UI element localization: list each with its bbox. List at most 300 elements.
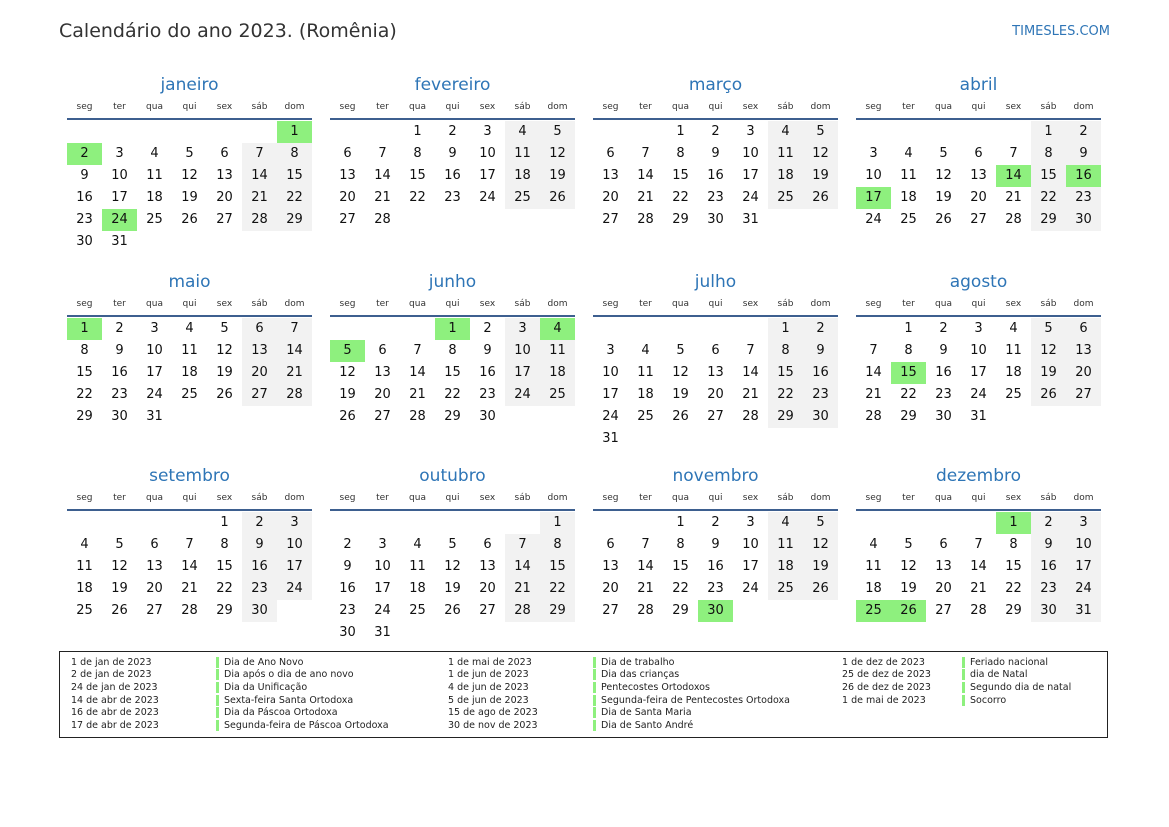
day-cell[interactable]: 3 [378, 537, 387, 552]
day-cell[interactable]: 20 [602, 190, 619, 205]
day-cell[interactable]: 16 [479, 365, 496, 380]
day-cell[interactable]: 10 [865, 168, 882, 183]
day-cell[interactable]: 17 [479, 168, 496, 183]
day-cell[interactable]: 4 [869, 537, 878, 552]
day-cell[interactable]: 7 [641, 146, 650, 161]
day-cell[interactable]: 9 [939, 343, 948, 358]
day-cell[interactable]: 5 [676, 343, 685, 358]
day-cell[interactable]: 10 [374, 559, 391, 574]
day-cell[interactable]: 30 [111, 409, 128, 424]
day-cell[interactable]: 31 [111, 234, 128, 249]
day-cell[interactable]: 13 [602, 168, 619, 183]
day-cell[interactable]: 19 [935, 190, 952, 205]
day-cell[interactable]: 24 [742, 581, 759, 596]
day-cell[interactable]: 24 [505, 384, 540, 406]
day-cell[interactable]: 14 [181, 559, 198, 574]
day-cell[interactable]: 25 [768, 578, 803, 600]
day-cell[interactable]: 7 [869, 343, 878, 358]
day-cell[interactable]: 9 [242, 534, 277, 556]
day-cell[interactable]: 11 [1005, 343, 1022, 358]
day-cell[interactable]: 2 [711, 124, 720, 139]
day-cell[interactable]: 30 [339, 625, 356, 640]
day-cell[interactable]: 3 [483, 124, 492, 139]
day-cell[interactable]: 11 [76, 559, 93, 574]
day-cell[interactable]: 25 [409, 603, 426, 618]
day-cell[interactable]: 23 [803, 384, 838, 406]
day-cell[interactable]: 9 [803, 340, 838, 362]
day-cell[interactable]: 27 [602, 603, 619, 618]
day-cell[interactable]: 21 [970, 581, 987, 596]
day-cell[interactable]: 6 [711, 343, 720, 358]
day-cell[interactable]: 20 [242, 362, 277, 384]
day-cell[interactable]: 6 [606, 537, 615, 552]
day-cell[interactable]: 26 [111, 603, 128, 618]
day-cell[interactable]: 24 [479, 190, 496, 205]
day-cell[interactable]: 6 [974, 146, 983, 161]
holiday-day-cell[interactable]: 14 [996, 165, 1031, 187]
day-cell[interactable]: 21 [374, 190, 391, 205]
day-cell[interactable]: 31 [970, 409, 987, 424]
day-cell[interactable]: 24 [146, 387, 163, 402]
day-cell[interactable]: 4 [1009, 321, 1018, 336]
day-cell[interactable]: 21 [181, 581, 198, 596]
day-cell[interactable]: 12 [540, 143, 575, 165]
day-cell[interactable]: 4 [768, 512, 803, 534]
day-cell[interactable]: 10 [505, 340, 540, 362]
day-cell[interactable]: 26 [672, 409, 689, 424]
day-cell[interactable]: 14 [374, 168, 391, 183]
day-cell[interactable]: 1 [220, 515, 229, 530]
day-cell[interactable]: 11 [768, 534, 803, 556]
day-cell[interactable]: 2 [711, 515, 720, 530]
day-cell[interactable]: 22 [672, 190, 689, 205]
day-cell[interactable]: 28 [374, 212, 391, 227]
day-cell[interactable]: 21 [277, 362, 312, 384]
day-cell[interactable]: 5 [448, 537, 457, 552]
day-cell[interactable]: 29 [76, 409, 93, 424]
day-cell[interactable]: 5 [803, 121, 838, 143]
day-cell[interactable]: 9 [711, 537, 720, 552]
day-cell[interactable]: 10 [479, 146, 496, 161]
day-cell[interactable]: 12 [935, 168, 952, 183]
day-cell[interactable]: 15 [768, 362, 803, 384]
day-cell[interactable]: 21 [865, 387, 882, 402]
day-cell[interactable]: 7 [185, 537, 194, 552]
day-cell[interactable]: 2 [1031, 512, 1066, 534]
day-cell[interactable]: 11 [505, 143, 540, 165]
day-cell[interactable]: 14 [277, 340, 312, 362]
day-cell[interactable]: 30 [76, 234, 93, 249]
day-cell[interactable]: 30 [479, 409, 496, 424]
day-cell[interactable]: 25 [146, 212, 163, 227]
day-cell[interactable]: 4 [768, 121, 803, 143]
day-cell[interactable]: 7 [974, 537, 983, 552]
day-cell[interactable]: 27 [970, 212, 987, 227]
day-cell[interactable]: 24 [742, 190, 759, 205]
day-cell[interactable]: 3 [746, 515, 755, 530]
holiday-day-cell[interactable]: 2 [67, 143, 102, 165]
day-cell[interactable]: 26 [540, 187, 575, 209]
day-cell[interactable]: 19 [444, 581, 461, 596]
day-cell[interactable]: 23 [76, 212, 93, 227]
day-cell[interactable]: 28 [409, 409, 426, 424]
day-cell[interactable]: 15 [76, 365, 93, 380]
day-cell[interactable]: 2 [448, 124, 457, 139]
day-cell[interactable]: 16 [1031, 556, 1066, 578]
day-cell[interactable]: 12 [803, 534, 838, 556]
day-cell[interactable]: 8 [540, 534, 575, 556]
day-cell[interactable]: 28 [277, 384, 312, 406]
day-cell[interactable]: 17 [146, 365, 163, 380]
site-logo[interactable]: TIMESLES.COM [1012, 24, 1110, 39]
day-cell[interactable]: 15 [672, 559, 689, 574]
day-cell[interactable]: 12 [444, 559, 461, 574]
day-cell[interactable]: 10 [277, 534, 312, 556]
day-cell[interactable]: 14 [637, 168, 654, 183]
day-cell[interactable]: 20 [970, 190, 987, 205]
day-cell[interactable]: 9 [448, 146, 457, 161]
day-cell[interactable]: 3 [1066, 512, 1101, 534]
day-cell[interactable]: 2 [939, 321, 948, 336]
day-cell[interactable]: 10 [742, 146, 759, 161]
day-cell[interactable]: 31 [146, 409, 163, 424]
day-cell[interactable]: 23 [479, 387, 496, 402]
day-cell[interactable]: 21 [242, 187, 277, 209]
day-cell[interactable]: 31 [602, 431, 619, 446]
day-cell[interactable]: 26 [339, 409, 356, 424]
day-cell[interactable]: 10 [111, 168, 128, 183]
day-cell[interactable]: 5 [904, 537, 913, 552]
day-cell[interactable]: 23 [339, 603, 356, 618]
day-cell[interactable]: 18 [637, 387, 654, 402]
day-cell[interactable]: 24 [374, 603, 391, 618]
day-cell[interactable]: 26 [181, 212, 198, 227]
day-cell[interactable]: 29 [672, 603, 689, 618]
day-cell[interactable]: 15 [672, 168, 689, 183]
day-cell[interactable]: 24 [277, 578, 312, 600]
day-cell[interactable]: 28 [970, 603, 987, 618]
day-cell[interactable]: 28 [242, 209, 277, 231]
day-cell[interactable]: 19 [803, 165, 838, 187]
day-cell[interactable]: 29 [277, 209, 312, 231]
day-cell[interactable]: 22 [1005, 581, 1022, 596]
day-cell[interactable]: 12 [216, 343, 233, 358]
day-cell[interactable]: 19 [216, 365, 233, 380]
day-cell[interactable]: 23 [707, 581, 724, 596]
day-cell[interactable]: 17 [970, 365, 987, 380]
day-cell[interactable]: 27 [602, 212, 619, 227]
day-cell[interactable]: 11 [409, 559, 426, 574]
day-cell[interactable]: 11 [181, 343, 198, 358]
day-cell[interactable]: 22 [409, 190, 426, 205]
day-cell[interactable]: 12 [339, 365, 356, 380]
day-cell[interactable]: 4 [641, 343, 650, 358]
day-cell[interactable]: 31 [374, 625, 391, 640]
day-cell[interactable]: 13 [216, 168, 233, 183]
day-cell[interactable]: 16 [76, 190, 93, 205]
day-cell[interactable]: 1 [413, 124, 422, 139]
holiday-day-cell[interactable]: 30 [698, 600, 733, 622]
day-cell[interactable]: 23 [1031, 578, 1066, 600]
day-cell[interactable]: 5 [185, 146, 194, 161]
day-cell[interactable]: 22 [768, 384, 803, 406]
day-cell[interactable]: 28 [1005, 212, 1022, 227]
day-cell[interactable]: 12 [1031, 340, 1066, 362]
day-cell[interactable]: 12 [672, 365, 689, 380]
day-cell[interactable]: 23 [1066, 187, 1101, 209]
day-cell[interactable]: 11 [637, 365, 654, 380]
day-cell[interactable]: 22 [900, 387, 917, 402]
day-cell[interactable]: 29 [768, 406, 803, 428]
day-cell[interactable]: 29 [672, 212, 689, 227]
day-cell[interactable]: 11 [865, 559, 882, 574]
day-cell[interactable]: 20 [602, 581, 619, 596]
day-cell[interactable]: 20 [707, 387, 724, 402]
day-cell[interactable]: 14 [409, 365, 426, 380]
day-cell[interactable]: 27 [707, 409, 724, 424]
day-cell[interactable]: 12 [803, 143, 838, 165]
day-cell[interactable]: 18 [505, 165, 540, 187]
day-cell[interactable]: 8 [1031, 143, 1066, 165]
day-cell[interactable]: 19 [339, 387, 356, 402]
day-cell[interactable]: 16 [707, 559, 724, 574]
day-cell[interactable]: 27 [479, 603, 496, 618]
day-cell[interactable]: 7 [505, 534, 540, 556]
day-cell[interactable]: 3 [505, 318, 540, 340]
day-cell[interactable]: 27 [339, 212, 356, 227]
day-cell[interactable]: 18 [900, 190, 917, 205]
day-cell[interactable]: 13 [1066, 340, 1101, 362]
day-cell[interactable]: 29 [444, 409, 461, 424]
day-cell[interactable]: 19 [1031, 362, 1066, 384]
day-cell[interactable]: 11 [146, 168, 163, 183]
day-cell[interactable]: 30 [803, 406, 838, 428]
day-cell[interactable]: 29 [1005, 603, 1022, 618]
day-cell[interactable]: 26 [444, 603, 461, 618]
day-cell[interactable]: 26 [216, 387, 233, 402]
day-cell[interactable]: 15 [277, 165, 312, 187]
day-cell[interactable]: 6 [939, 537, 948, 552]
day-cell[interactable]: 23 [242, 578, 277, 600]
day-cell[interactable]: 31 [742, 212, 759, 227]
day-cell[interactable]: 29 [1031, 209, 1066, 231]
day-cell[interactable]: 30 [1066, 209, 1101, 231]
day-cell[interactable]: 9 [711, 146, 720, 161]
day-cell[interactable]: 13 [602, 559, 619, 574]
day-cell[interactable]: 15 [1031, 165, 1066, 187]
day-cell[interactable]: 19 [111, 581, 128, 596]
day-cell[interactable]: 22 [540, 578, 575, 600]
day-cell[interactable]: 18 [76, 581, 93, 596]
day-cell[interactable]: 2 [343, 537, 352, 552]
day-cell[interactable]: 14 [242, 165, 277, 187]
day-cell[interactable]: 8 [413, 146, 422, 161]
day-cell[interactable]: 24 [1066, 578, 1101, 600]
day-cell[interactable]: 9 [115, 343, 124, 358]
day-cell[interactable]: 10 [742, 537, 759, 552]
day-cell[interactable]: 22 [76, 387, 93, 402]
day-cell[interactable]: 20 [479, 581, 496, 596]
day-cell[interactable]: 5 [540, 121, 575, 143]
day-cell[interactable]: 23 [707, 190, 724, 205]
day-cell[interactable]: 8 [768, 340, 803, 362]
day-cell[interactable]: 25 [540, 384, 575, 406]
day-cell[interactable]: 20 [146, 581, 163, 596]
day-cell[interactable]: 18 [540, 362, 575, 384]
day-cell[interactable]: 24 [865, 212, 882, 227]
day-cell[interactable]: 27 [1066, 384, 1101, 406]
day-cell[interactable]: 3 [746, 124, 755, 139]
day-cell[interactable]: 30 [707, 212, 724, 227]
day-cell[interactable]: 28 [865, 409, 882, 424]
day-cell[interactable]: 8 [220, 537, 229, 552]
day-cell[interactable]: 2 [115, 321, 124, 336]
day-cell[interactable]: 22 [277, 187, 312, 209]
day-cell[interactable]: 6 [343, 146, 352, 161]
holiday-day-cell[interactable]: 15 [891, 362, 926, 384]
day-cell[interactable]: 28 [742, 409, 759, 424]
holiday-day-cell[interactable]: 24 [102, 209, 137, 231]
day-cell[interactable]: 26 [803, 187, 838, 209]
holiday-day-cell[interactable]: 4 [540, 318, 575, 340]
day-cell[interactable]: 25 [505, 187, 540, 209]
day-cell[interactable]: 21 [637, 581, 654, 596]
day-cell[interactable]: 25 [900, 212, 917, 227]
day-cell[interactable]: 22 [1031, 187, 1066, 209]
day-cell[interactable]: 7 [242, 143, 277, 165]
day-cell[interactable]: 27 [146, 603, 163, 618]
day-cell[interactable]: 21 [742, 387, 759, 402]
day-cell[interactable]: 29 [540, 600, 575, 622]
day-cell[interactable]: 18 [1005, 365, 1022, 380]
day-cell[interactable]: 18 [146, 190, 163, 205]
day-cell[interactable]: 28 [181, 603, 198, 618]
day-cell[interactable]: 26 [1031, 384, 1066, 406]
day-cell[interactable]: 8 [448, 343, 457, 358]
day-cell[interactable]: 6 [242, 318, 277, 340]
day-cell[interactable]: 28 [505, 600, 540, 622]
day-cell[interactable]: 15 [540, 556, 575, 578]
holiday-day-cell[interactable]: 1 [996, 512, 1031, 534]
day-cell[interactable]: 2 [483, 321, 492, 336]
holiday-day-cell[interactable]: 1 [277, 121, 312, 143]
day-cell[interactable]: 8 [80, 343, 89, 358]
day-cell[interactable]: 21 [637, 190, 654, 205]
day-cell[interactable]: 25 [768, 187, 803, 209]
day-cell[interactable]: 6 [220, 146, 229, 161]
day-cell[interactable]: 23 [444, 190, 461, 205]
day-cell[interactable]: 5 [803, 512, 838, 534]
day-cell[interactable]: 14 [865, 365, 882, 380]
day-cell[interactable]: 5 [939, 146, 948, 161]
day-cell[interactable]: 17 [1066, 556, 1101, 578]
day-cell[interactable]: 5 [115, 537, 124, 552]
day-cell[interactable]: 23 [111, 387, 128, 402]
day-cell[interactable]: 10 [146, 343, 163, 358]
day-cell[interactable]: 19 [900, 581, 917, 596]
day-cell[interactable]: 30 [242, 600, 277, 622]
day-cell[interactable]: 13 [374, 365, 391, 380]
day-cell[interactable]: 19 [803, 556, 838, 578]
day-cell[interactable]: 17 [742, 559, 759, 574]
day-cell[interactable]: 24 [602, 409, 619, 424]
day-cell[interactable]: 22 [672, 581, 689, 596]
day-cell[interactable]: 26 [935, 212, 952, 227]
day-cell[interactable]: 10 [602, 365, 619, 380]
day-cell[interactable]: 18 [181, 365, 198, 380]
day-cell[interactable]: 27 [216, 212, 233, 227]
day-cell[interactable]: 22 [444, 387, 461, 402]
day-cell[interactable]: 23 [935, 387, 952, 402]
day-cell[interactable]: 16 [339, 581, 356, 596]
day-cell[interactable]: 13 [935, 559, 952, 574]
day-cell[interactable]: 6 [150, 537, 159, 552]
day-cell[interactable]: 13 [339, 168, 356, 183]
day-cell[interactable]: 14 [637, 559, 654, 574]
day-cell[interactable]: 28 [637, 212, 654, 227]
day-cell[interactable]: 9 [343, 559, 352, 574]
day-cell[interactable]: 8 [676, 537, 685, 552]
day-cell[interactable]: 9 [80, 168, 89, 183]
day-cell[interactable]: 13 [146, 559, 163, 574]
day-cell[interactable]: 12 [181, 168, 198, 183]
day-cell[interactable]: 18 [409, 581, 426, 596]
day-cell[interactable]: 4 [80, 537, 89, 552]
day-cell[interactable]: 20 [339, 190, 356, 205]
day-cell[interactable]: 8 [904, 343, 913, 358]
day-cell[interactable]: 16 [444, 168, 461, 183]
day-cell[interactable]: 18 [768, 165, 803, 187]
day-cell[interactable]: 18 [865, 581, 882, 596]
day-cell[interactable]: 21 [505, 578, 540, 600]
day-cell[interactable]: 7 [277, 318, 312, 340]
holiday-day-cell[interactable]: 17 [856, 187, 891, 209]
day-cell[interactable]: 1 [1031, 121, 1066, 143]
day-cell[interactable]: 3 [869, 146, 878, 161]
day-cell[interactable]: 9 [1031, 534, 1066, 556]
day-cell[interactable]: 15 [409, 168, 426, 183]
day-cell[interactable]: 19 [540, 165, 575, 187]
day-cell[interactable]: 4 [185, 321, 194, 336]
day-cell[interactable]: 28 [637, 603, 654, 618]
day-cell[interactable]: 7 [1009, 146, 1018, 161]
day-cell[interactable]: 27 [374, 409, 391, 424]
day-cell[interactable]: 12 [111, 559, 128, 574]
day-cell[interactable]: 6 [1066, 318, 1101, 340]
day-cell[interactable]: 16 [707, 168, 724, 183]
day-cell[interactable]: 21 [1005, 190, 1022, 205]
day-cell[interactable]: 20 [216, 190, 233, 205]
day-cell[interactable]: 3 [150, 321, 159, 336]
day-cell[interactable]: 4 [150, 146, 159, 161]
holiday-day-cell[interactable]: 1 [67, 318, 102, 340]
day-cell[interactable]: 20 [1066, 362, 1101, 384]
day-cell[interactable]: 8 [1009, 537, 1018, 552]
day-cell[interactable]: 15 [1005, 559, 1022, 574]
day-cell[interactable]: 7 [413, 343, 422, 358]
day-cell[interactable]: 19 [181, 190, 198, 205]
day-cell[interactable]: 16 [803, 362, 838, 384]
day-cell[interactable]: 20 [935, 581, 952, 596]
day-cell[interactable]: 30 [935, 409, 952, 424]
day-cell[interactable]: 13 [479, 559, 496, 574]
holiday-day-cell[interactable]: 1 [435, 318, 470, 340]
day-cell[interactable]: 2 [1066, 121, 1101, 143]
day-cell[interactable]: 15 [216, 559, 233, 574]
day-cell[interactable]: 6 [606, 146, 615, 161]
day-cell[interactable]: 25 [181, 387, 198, 402]
day-cell[interactable]: 5 [220, 321, 229, 336]
